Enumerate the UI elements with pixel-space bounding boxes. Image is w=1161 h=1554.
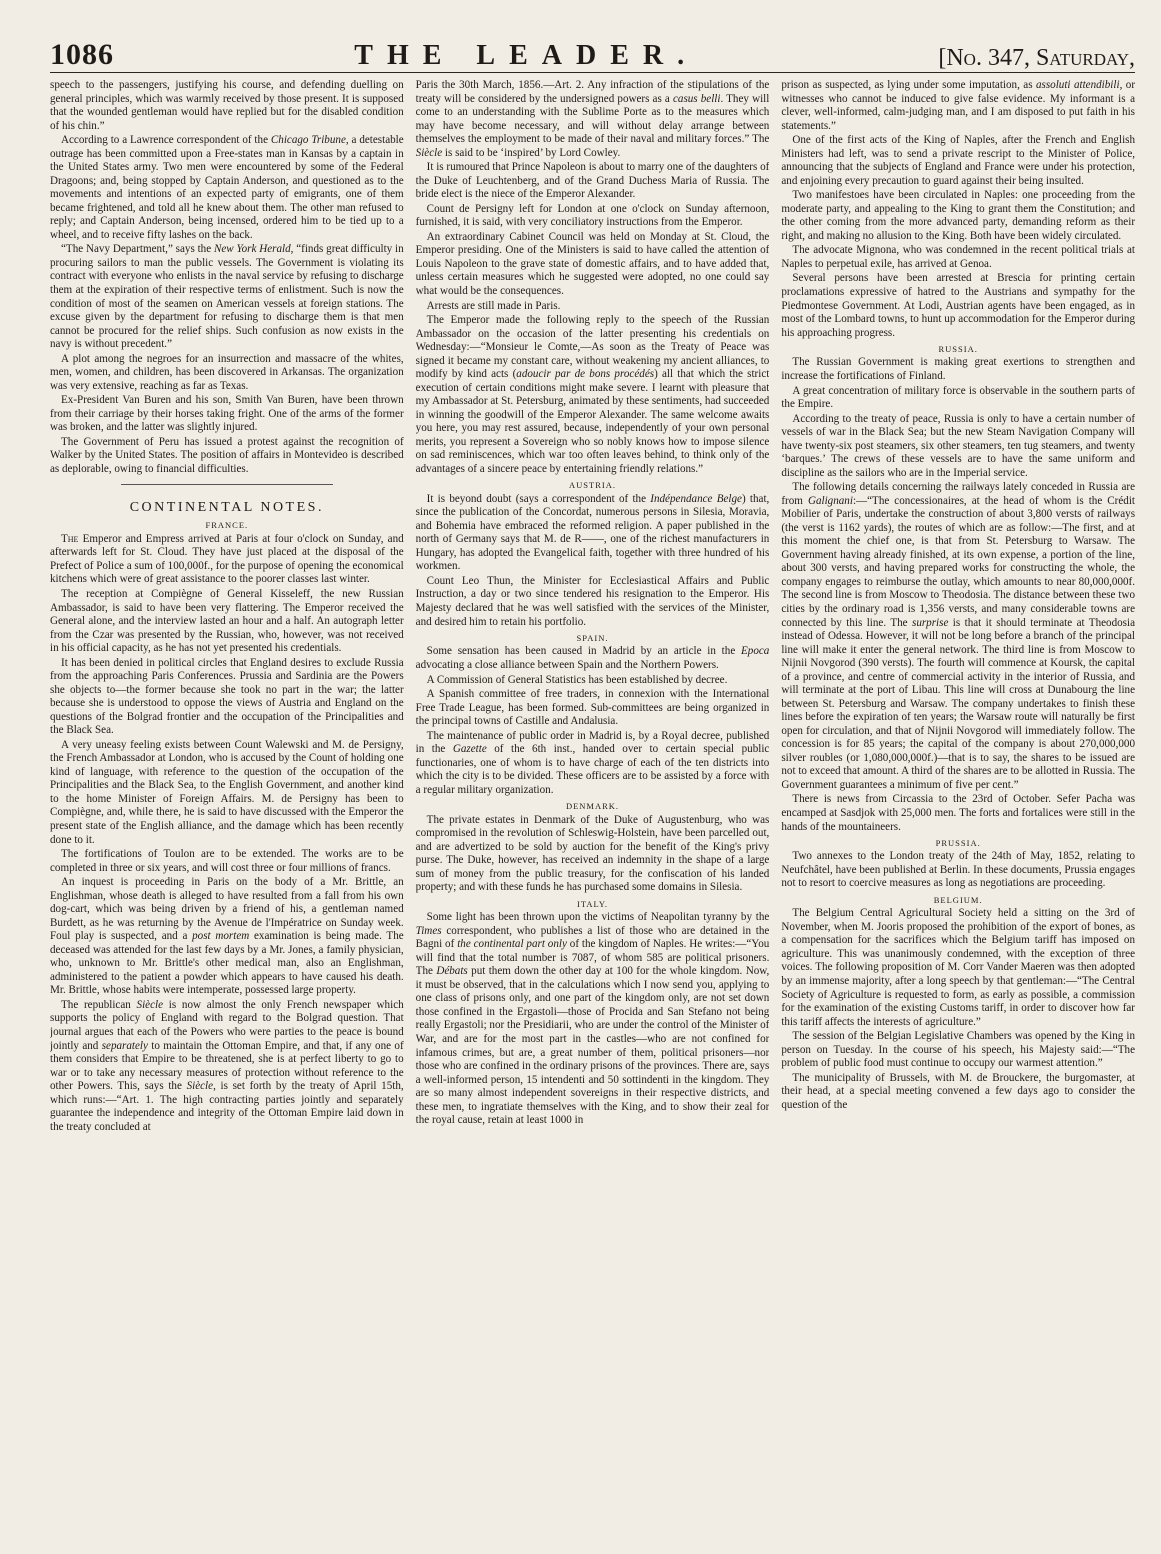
- paragraph: The Emperor made the following reply to the speech of the Russian Ambassador on the occasion of the latter presenting his credentials on Wednesday:—“Monsieur le Comte,—As soon as the Treaty of Peace was signed it became my constant care, without weakening my ancient alliances, to modify by kind acts (adoucir par de bons procédés) all that which the strict execution of certain conditions might make severe. I learnt with pleasure that my Ambassador at St. Petersburg, animated by these sentiments, had succeeded in winning the goodwill of the Emperor Alexander. The same welcome awaits you here, you may rest assured, because, independently of your own personal merits, you represent a Sovereign who so nobly knows how to impose silence on sad reminiscences, which war too often leaves behind, to think only of the advantages of a sincere peace by entertaining friendly relations.”: [415, 314, 770, 475]
- column-1: [50, 79, 404, 1539]
- paragraph: According to a Lawrence correspondent of the Chicago Tribune, a detestable outrage has been committed upon a Free-states man in Kansas by a captain in the United States army. Two men were encountered by some of the Federal Dragoons; and, being stopped by Captain Anderson, and questioned as to the movements and intentions of an expected party of emigrants, one of them became frightened, and told all he knew about them. The other man refused to reply; and Captain Anderson, being incensed, ordered him to be tied up to a wheel, and to receive fifty lashes on the back.: [50, 134, 404, 241]
- paragraph: Count Leo Thun, the Minister for Ecclesiastical Affairs and Public Instruction, a day or two since tendered his resignation to the Emperor. His Majesty declared that he was well satisfied with the services of the Minister, and desired him to retain his portfolio.: [415, 574, 770, 628]
- paragraph: Several persons have been arrested at Brescia for printing certain proclamations expressive of hatred to the Austrians and sympathy for the Piedmontese Government. At Lodi, Austrian agents have been engaged, as in most of the Lombard towns, to hunt up accommodation for the Emperor during his approaching progress.: [781, 272, 1136, 339]
- section-divider: [121, 484, 333, 485]
- columns: [50, 79, 1135, 1539]
- paragraph: A Spanish committee of free traders, in connexion with the International Free Trade League, has been formed. Sub-committees are being organized in the principal towns of Castille and Andalusia.: [415, 688, 770, 728]
- paragraph: According to the treaty of peace, Russia is only to have a certain number of vessels of war in the Black Sea; but the new Steam Navigation Company will have twenty-six post steamers, six other steamers, ten tug steamers, and twenty ‘barques.’ The crews of these vessels are to have the same uniform and discipline as the sailors who are in the Imperial service.: [781, 412, 1136, 479]
- paragraph: There is news from Circassia to the 23rd of October. Sefer Pacha was encamped at Sasdjok with 25,000 men. The forts and fortalices were still in the hands of the mountaineers.: [781, 793, 1136, 833]
- paragraph: Arrests are still made in Paris.: [426, 299, 561, 312]
- paragraph: prison as suspected, as lying under some imputation, as assoluti attendibili, or witnesses who cannot be induced to give false evidence. My informant is a clever, well-informed, calm-judging man, and I am disposed to put faith in his statements.”: [781, 79, 1136, 132]
- subheading-russia: RUSSIA.: [938, 344, 978, 355]
- paragraph: A Commission of General Statistics has been established by decree.: [426, 673, 728, 686]
- paragraph: A great concentration of military force is observable in the southern parts of the Empire.: [781, 384, 1136, 411]
- paragraph: The session of the Belgian Legislative Chambers was opened by the King in person on Tuesday. In the course of his speech, his Majesty said:—“The problem of public food must continue to occupy our warmest attention.”: [781, 1030, 1136, 1070]
- subheading-denmark: DENMARK.: [565, 801, 620, 812]
- paragraph: An extraordinary Cabinet Council was held on Monday at St. Cloud, the Emperor presiding. One of the Ministers is said to have called the attention of Louis Napoleon to the grave state of domestic affairs, and to have added that, unless certain measures which he suggested were adopted, no one could say what would be the consequences.: [415, 230, 770, 297]
- subheading-prussia: PRUSSIA.: [935, 838, 981, 849]
- paragraph: Paris the 30th March, 1856.—Art. 2. Any infraction of the stipulations of the treaty will be considered by the undersigned powers as a casus belli. They will come to an understanding with the Sublime Porte as to the measures which may have become necessary, and will without delay arrange between themselves the employment to be made of their naval and military forces.” The Siècle is said to be ‘inspired’ by Lord Cowley.: [415, 79, 770, 159]
- paragraph: Some light has been thrown upon the victims of Neapolitan tyranny by the Times correspondent, who publishes a list of those who are detained in the Bagni of the continental part only of the kingdom of Naples. He writes:—“You will find that the total number is 7087, of whom 585 are political prisoners. The Débats put them down the other day at 100 for the whole kingdom. Now, it must be observed, that in the calculations which I now send you, applying to one class of prisons only, and one part of the kingdom only, are not set down those confined in the Ergastoli—those of Procida and San Stefano not being really Ergastoli; nor the Presidiarii, who are under the control of the Minister of War, and are for the most part in the castles—who are not confined for infamous crimes, but are, a great number of them, political prisoners—nor those who are confined in the ordinary prisons of the provinces. There are, says a well-informed person, 15 intendenti and 50 sottindenti in the kingdom. They are so many almost independent sovereigns in their respective districts, and these men, to ingratiate themselves with the King, and to show their zeal for the royal cause, retain at least 1000 in: [415, 911, 770, 1127]
- subheading-austria: AUSTRIA.: [569, 480, 616, 491]
- paragraph: Ex-President Van Buren and his son, Smith Van Buren, have been thrown from their carriage by their horses taking fright. One of the arms of the former was broken, and the latter was slightly injured.: [50, 394, 404, 434]
- paragraph: The advocate Mignona, who was condemned in the recent political trials at Naples to perpetual exile, has arrived at Genoa.: [781, 244, 1136, 270]
- page-header: [50, 20, 1135, 73]
- paragraph: The maintenance of public order in Madrid is, by a Royal decree, published in the Gazette of the 6th inst., handed over to certain special public functionaries, one of whom is to have charge of each of the ten districts into which the city is to be divided. These officers are to be assisted by a force with a regular military organization.: [415, 729, 770, 796]
- paragraph: Some sensation has been caused in Madrid by an article in the Epoca advocating a close alliance between Spain and the Northern Powers.: [415, 645, 770, 671]
- paragraph: The Government of Peru has issued a protest against the recognition of Walker by the United States. The position of affairs in Montevideo is described as deplorable, owing to financial difficulties.: [50, 435, 404, 475]
- paragraph: It is beyond doubt (says a correspondent of the Indépendance Belge) that, since the publication of the Concordat, numerous persons in Silesia, Moravia, and Bohemia have embraced the reformed religion. A paper published in the north of Germany says that M. de R——, one of the richest manufacturers in Hungary, has adopted the Evangelical faith, together with three hundred of his workmen.: [415, 492, 770, 573]
- paragraph: The municipality of Brussels, with M. de Brouckere, the burgomaster, at their head, at a special meeting convened a few days ago to consider the question of the: [781, 1071, 1136, 1111]
- paragraph: A very uneasy feeling exists between Count Walewski and M. de Persigny, the French Ambassador at London, who is accused by the Count of holding one kind of language, with reference to the question of the occupation of the Principalities and the Black Sea, to the English Government, and another kind to the home Minister of Foreign Affairs. M. de Persigny has been to Compiègne, and, while there, he is said to have discussed with the Emperor the present state of the English alliance, and the damage which has been recently done to it.: [50, 738, 404, 846]
- column-2: [416, 79, 770, 1539]
- subheading-spain: SPAIN.: [576, 633, 609, 644]
- paragraph: The fortifications of Toulon are to be extended. The works are to be completed in three or six years, and will cost three or four millions of francs.: [50, 848, 404, 874]
- paragraph: An inquest is proceeding in Paris on the body of a Mr. Brittle, an Englishman, whose death is alleged to have resulted from a fall from his own dog-cart, which was being driven by a friend of his, a gentleman named Burdett, as he was returning by the Avenue de l'Impératrice on Sunday week. Foul play is suspected, and a post mortem examination is being made. The deceased was attended for the last few days by a Mr. Jones, a family physician, who, unknown to Mr. Brittle's other medical man, also an Englishman, administered to the patient a powder which appears to have caused his death. Mr. Brittle, whose habits were intemperate, possessed large property.: [50, 876, 404, 997]
- issue-label: [No. 347, Saturday,: [938, 45, 1135, 71]
- paragraph: Two manifestoes have been circulated in Naples: one proceeding from the moderate party, and appealing to the King to grant them the Constitution; and the other coming from the more advanced party, demanding reform as their right, and making no allusion to the King. Both have been widely circulated.: [781, 189, 1136, 242]
- paragraph: Count de Persigny left for London at one o'clock on Sunday afternoon, furnished, it is said, with very conciliatory instructions from the Emperor.: [415, 202, 770, 229]
- paragraph: One of the first acts of the King of Naples, after the French and English Ministers had left, was to send a private rescript to the Minister of Police, announcing that the subjects of England and France were under his protection, and enjoining every precaution to guard against their being insulted.: [781, 134, 1136, 187]
- section-title: CONTINENTAL NOTES.: [129, 500, 324, 516]
- paragraph: “The Navy Department,” says the New York Herald, “finds great difficulty in procuring sailors to man the public vessels. The Government is violating its contract with everyone who enlists in the naval service by refusing to discharge them at the expiration of their respective terms of enlistment. Such is now the condition of most of the seamen on American vessels at foreign stations. The excuse given by the department for refusing to discharge them is that men cannot be procured for the relief ships. Such confusion as now exists in the navy is without precedent.”: [50, 243, 404, 351]
- paragraph: The following details concerning the railways lately conceded in Russia are from Galignani:—“The concessionaires, at the head of whom is the Crédit Mobilier of Paris, undertake the construction of about 3,800 versts of railways (the verst is 1162 yards), the routes of which are as follow:—The first, and at this moment the chief one, is that from St. Petersburg to Warsaw. The Government having already finished, at its own expense, a portion of the line, about 300 versts, and having prepared works for constructing the whole, the company engages to reimburse the outlay, which amounts to near 80,000,000f. The second line is from Moscow to Theodosia. The distance between these two cities by the ordinary road is 1,356 versts, and many considerable towns are connected by this line. The surprise is that it should terminate at Theodosia instead of Odessa. However, it will not be long before a branch of the principal line will make it enter the general network. The third line is from Moscow to Nijnii Novgorod (390 versts). The fourth will commence at Koursk, the capital of a province, and centre of commercial activity in the interior of Russia, and will terminate at the port of Libau. This line will cross at Dunabourg the line between St. Petersburg and Warsaw. The company undertakes to finish these lines before the expiration of ten years; the Warsaw route will naturally be first open for circulation, and that of Nijnii Novgorod will immediately follow. The concession is for 85 years; the capital of the company is about 270,000,000 silver roubles (or 1,080,000,000f.)—that is to say, the shares to be issued are not to exceed that amount. A third of the shares are to be allotted in Russia. The Government guarantees a minimum of five per cent.”: [781, 481, 1136, 791]
- column-3: [781, 79, 1135, 1539]
- paragraph: The private estates in Denmark of the Duke of Augustenburg, who was compromised in the revolution of Schleswig-Holstein, have been parcelled out, and are advertized to be sold by auction for the benefit of the King's privy purse. The Duke, however, has received an indemnity in the shape of a large sum of money from the public treasury, for the confiscation of his landed property; and with these funds he has purchased some domains in Silesia.: [415, 813, 770, 894]
- paragraph: The republican Siècle is now almost the only French newspaper which supports the policy of England with regard to the Bolgrad question. That journal argues that each of the Powers who were parties to the peace is bound jointly and separately to maintain the Ottoman Empire, and that, if any one of them considers that Empire to be threatened, she is at perfect liberty to go to war or to take any necessary measures of protection without reference to the other Powers. This, says the Siècle, is set forth by the treaty of April 15th, which runs:—“Art. 1. The high contracting parties jointly and separately guarantee the independence and integrity of the Ottoman Empire laid down in the treaty concluded at: [50, 998, 404, 1133]
- subheading-belgium: BELGIUM.: [933, 895, 983, 905]
- paragraph: The Russian Government is making great exertions to strengthen and increase the fortifications of Finland.: [781, 356, 1136, 382]
- subheading-italy: ITALY.: [577, 898, 608, 909]
- paragraph: It has been denied in political circles that England desires to exclude Russia from the approaching Paris Conferences. Prussia and Sardinia are the Powers she objects to—the former because she took no part in the war; the latter because she is understood to oppose the views of Austria and England on the questions of the Bolgrad frontier and the occupation of the Principalities and the Black Sea.: [50, 656, 404, 737]
- paragraph: The Belgium Central Agricultural Society held a sitting on the 3rd of November, when M. Jooris proposed the prohibition of the export of bones, as a compensation for the sacrifices which the Belgium tariff has imposed on agriculture. This was unanimously condemned, with the exception of three voices. The following proposition of M. Corr Vander Maeren was then adopted by an immense majority, after a long speech by that gentleman:—“The Central Society of Agriculture is requested to form, as early as possible, a commission for the examination of the existing Customs tariff, in order to discover how far this tariff affects the interests of agriculture.”: [781, 907, 1136, 1028]
- paragraph: Two annexes to the London treaty of the 24th of May, 1852, relating to Neufchâtel, have been published at Berlin. In these documents, Prussia engages not to resort to coercive measures as long as negotiations are proceeding.: [781, 850, 1136, 890]
- page-number: 1086: [50, 38, 114, 71]
- paragraph: speech to the passengers, justifying his course, and defending duelling on general principles, which was warmly received by those present. It is supposed that the wounded gentleman would have replied but for the disabled condition of his chin.”: [50, 79, 404, 132]
- paragraph: A plot among the negroes for an insurrection and massacre of the whites, men, women, and children, has been discovered in Arkansas. The organization was very extensive, reaching as far as Texas.: [50, 352, 404, 392]
- subheading-france: FRANCE.: [205, 520, 249, 531]
- paragraph: It is rumoured that Prince Napoleon is about to marry one of the daughters of the Duke of Leuchtenberg, and of the Grand Duchess Maria of Russia. The bride elect is the niece of the Emperor Alexander.: [415, 161, 770, 201]
- paragraph: The Emperor and Empress arrived at Paris at four o'clock on Sunday, and afterwards left for St. Cloud. They have just placed at the disposal of the Prefect of Police a sum of 100,000f., for the purpose of opening the economical kitchens which were of great assistance to the poorer classes last winter.: [50, 532, 404, 586]
- masthead-title: THE LEADER.: [354, 40, 699, 71]
- paragraph: The reception at Compiègne of General Kisseleff, the new Russian Ambassador, is said to have been very flattering. The Emperor received the General alone, and the interview lasted an hour and a half. An autograph letter from the Czar was presented by the Russian, who, however, was not received in his official capacity, as he has not yet presented his credentials.: [50, 587, 404, 655]
